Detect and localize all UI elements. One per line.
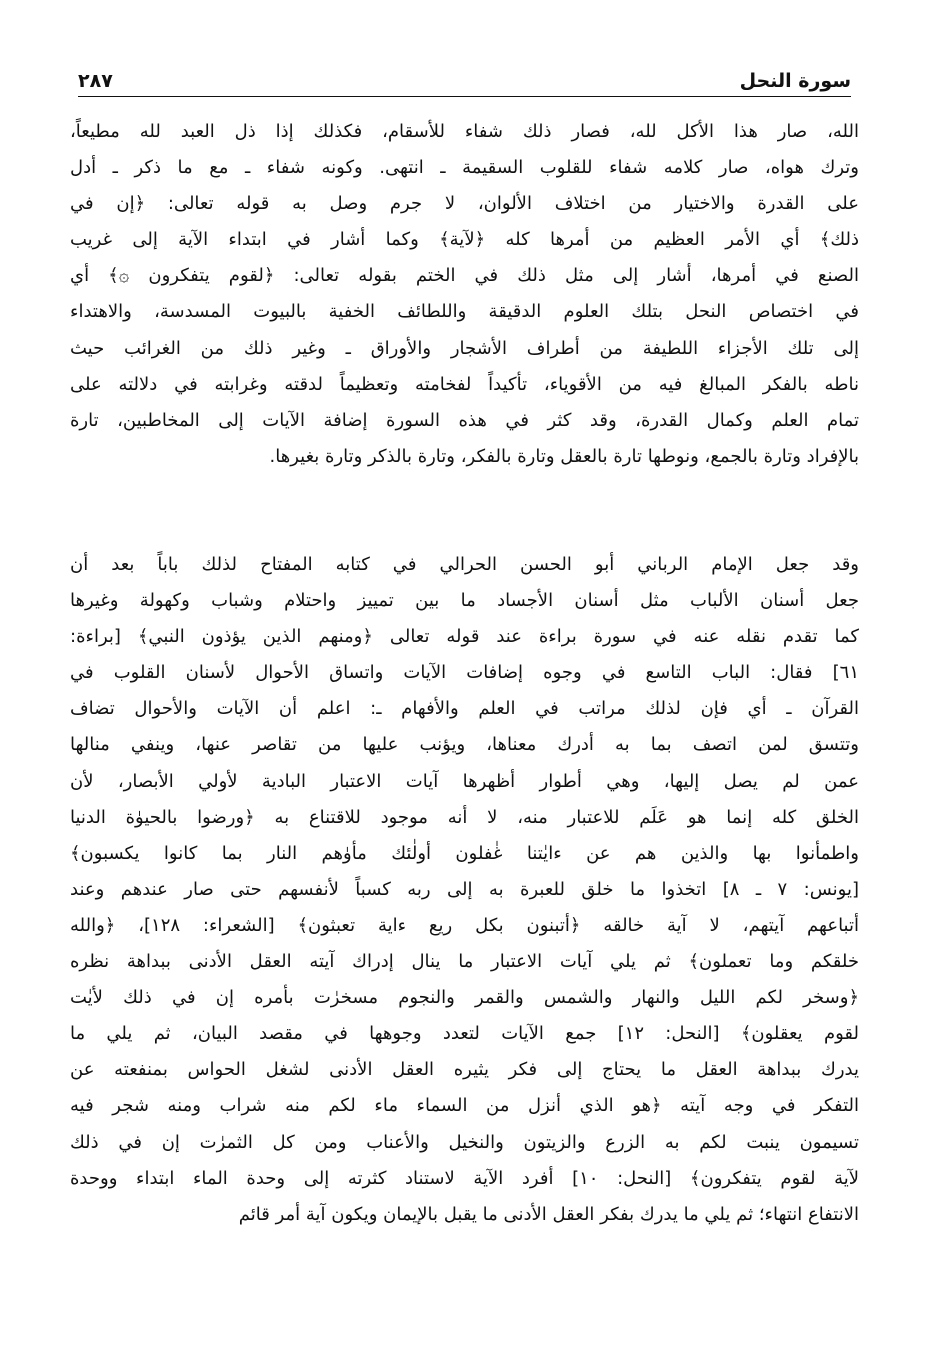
text-line: ذلك﴾ أي الأمر العظيم من أمرها كله ﴿لآية﴾ وكما أشار في ابتداء الآية إلى غريب [70, 229, 859, 251]
text-line: أتباعهم آيتهم، لا آية خالقه ﴿أتبنون بكل ريع ءاية تعبثون﴾ [الشعراء: ١٢٨]، ﴿والله [70, 914, 859, 936]
text-line: يدرك ببداهة العقل ما يحتاج إلى فكر يثيره العقل الأدنى لشغل الحواس بمنفعته عن [70, 1059, 859, 1081]
text-line: لآية لقوم يتفكرون﴾ [النحل: ١٠] أفرد الآية لاستناد كثرته إلى وحدة الماء ابتداء ووحدة [70, 1167, 859, 1189]
text-line: ٦١] فقال: الباب التاسع في وجوه إضافات الآيات واتساق الأحوال لأسنان القلوب في [70, 662, 859, 684]
page-number: ٢٨٧ [78, 70, 113, 92]
text-line: الله، صار هذا الأكل لله، فصار ذلك شفاء للأسقام، فكذلك إذا ذل العبد لله مطيعاً، [70, 121, 859, 142]
text-line: واطمأنوا بها والذين هم عن ءايٰتنا غٰفلون أولٰئك مأوٰهم النار بما كانوا يكسبون﴾ [70, 842, 859, 864]
text-line: الصنع في أمرها، أشار إلى مثل ذلك في الختم بقوله تعالى: ﴿لقوم يتفكرون ۞﴾ أي [70, 265, 859, 287]
surah-title: سورة النحل [739, 70, 851, 92]
text-line: جعل أسنان الألباب مثل أسنان الأجساد ما بين تمييز واحتلام وشباب وكهولة وغيرها [70, 590, 859, 612]
text-line: في اختصاص النحل بتلك العلوم الدقيقة واللطائف الخفية بالبيوت المسدسة، والاهتداء [70, 301, 859, 323]
text-line: [يونس: ٧ ـ ٨] اتخذوا ما خلق للعبرة به إلى ربه كسباً لأنفسهم حتى صار عندهم وعند [70, 878, 859, 900]
page-header [78, 58, 851, 92]
text-line: عمن لم يصل إليها، وهي أطوار أظهرها آيات الاعتبار البادية لأولي الأبصار، لأن [70, 770, 859, 792]
text-line: القرآن ـ أي فإن لذلك مراتب في العلم والأفهام ـ: اعلم أن الآيات والأحوال تضاف [70, 698, 859, 720]
text-line: التفكر في وجه آيته ﴿هو الذي أنزل من السماء ماء لكم منه شراب ومنه شجر فيه [70, 1095, 859, 1117]
text-line: خلقكم وما تعملون﴾ ثم يلي آيات الاعتبار ما ينال إدراك آيته العقل الأدنى ببداهة نظره [70, 951, 859, 973]
paragraph-2 [70, 547, 859, 1233]
paragraph-1 [70, 114, 859, 475]
text-line: تمام العلم وكمال القدرة، وقد كثر في هذه السورة إضافة الآيات إلى المخاطبين، تارة [70, 409, 859, 431]
text-line: ناطه بالفكر المبالغ فيه من الأقوياء، تأكيداً لفخامته وتعظيماً لدقته وغرابته في دلالته على [70, 373, 859, 395]
header-rule [78, 96, 851, 97]
text-line: وتتسق لمن اتصف بما به أدرك معناها، ويؤنب عليها من تقاصر عنها، وينفي منالها [70, 734, 859, 756]
text-line: على القدرة والاختيار من اختلاف الألوان، لا جرم وصل به قوله تعالى: ﴿إن في [70, 193, 859, 215]
text-line: كما تقدم نقله عنه في سورة براءة عند قوله تعالى ﴿ومنهم الذين يؤذون النبي﴾ [براءة: [70, 626, 859, 648]
text-line: لقوم يعقلون﴾ [النحل: ١٢] جمع الآيات لتعدد وجوهها في مقصد البيان، ثم يلي ما [70, 1023, 859, 1045]
text-line: ﴿وسخر لكم الليل والنهار والشمس والقمر والنجوم مسخرٰت بأمره إن في ذلك لأيٰت [70, 987, 859, 1009]
text-line: بالإفراد وتارة بالجمع، ونوطها تارة بالعقل وتارة بالفكر، وتارة بالذكر وتارة بغيرها. [269, 445, 859, 467]
text-line: الخلق كله إنما هو عَلَم للاعتبار منه، لا أنه موجود للاقتناع به ﴿ورضوا بالحيوٰة الدنيا [70, 806, 859, 828]
text-line: الانتفاع انتهاء؛ ثم يلي ما يدرك بفكر العقل الأدنى ما يقبل بالإيمان ويكون آية أمر قائم [238, 1203, 859, 1225]
text-line: وقد جعل الإمام الرباني أبو الحسن الحرالي في كتابه المفتاح لذلك باباً بعد أن [70, 554, 859, 575]
text-line: إلى تلك الأجزاء اللطيفة من أطراف الأشجار والأوراق ـ وغير ذلك من الغرائب حيث [70, 337, 859, 359]
text-line: وترك هواه، صار كلامه شفاء للقلوب السقيمة ـ انتهى. وكونه شفاء ـ مع ما ذكر ـ أدل [70, 157, 859, 179]
text-line: تسيمون ينبت لكم به الزرع والزيتون والنخيل والأعناب ومن كل الثمرٰت إن في ذلك [70, 1131, 859, 1153]
